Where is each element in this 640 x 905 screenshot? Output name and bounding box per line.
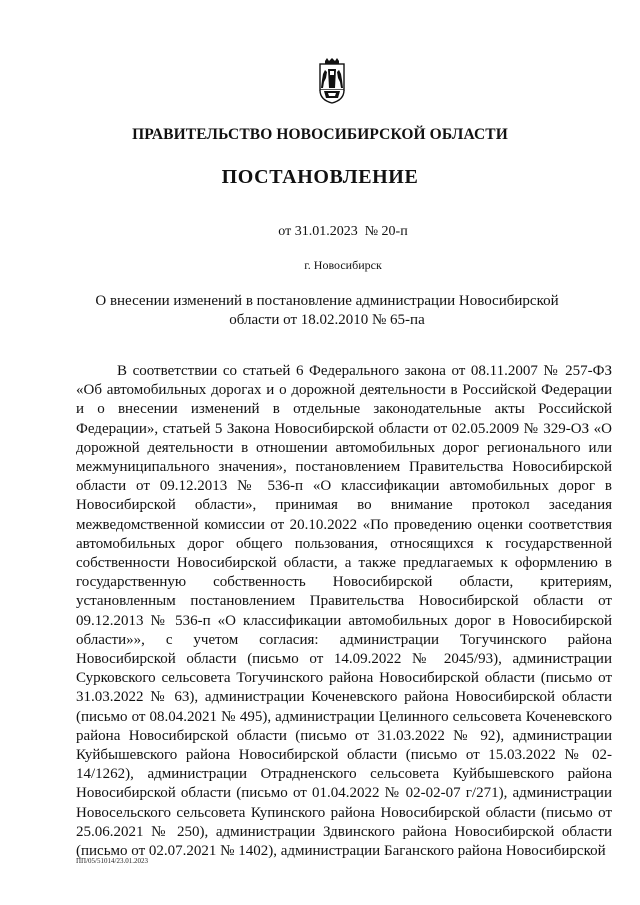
document-title: ПОСТАНОВЛЕНИЕ <box>221 166 419 188</box>
coat-of-arms-emblem <box>314 58 350 104</box>
body-paragraph: В соответствии со статьей 6 Федерального закона от 08.11.2007 № 257-ФЗ «Об автомобильных дорогах и о дорожной деятельности в Российской Федерации и о внесении изменений в отдельные законодательные акты Российской Федерации», статьей 5 Закона Новосибирской области от 02.05.2009 № 329-ОЗ «О дорожной деятельности в отношении автомобильных дорог регионального или межмуниципального значения», постановлением Правительства Новосибирской области от 09.12.2013 № 536-п «О классификации автомобильных дорог в Новосибирской области», принимая во внимание протокол заседания межведомственной комиссии от 20.10.2022 «По проведению оценки соответствия автомобильных дорог общего пользования, относящихся к государственной собственности Новосибирской области, а также предлагаемых к оформлению в государственную собственность Новосибирской области, критериям, установленным постановлением Правительства Новосибирской области от 09.12.2013 № 536-п «О классификации автомобильных дорог в Новосибирской области»», с учетом согласия: администрации Тогучинского района Новосибирской области (письмо от 14.09.2022 № 2045/93), администрации Сурковского сельсовета Тогучинского района Новосибирской области (письмо от 31.03.2022 № 63), администрации Коченевского района Новосибирской области (письмо от 08.04.2021 № 495), администрации Целинного сельсовета Коченевского района Новосибирской области (письмо от 31.03.2022 № 92), администрации Куйбышевского района Новосибирской области (письмо от 15.03.2022 № 02-14/1262), администрации Отрадненского сельсовета Куйбышевского района Новосибирской области (письмо от 01.04.2022 № 02-02-07 г/271), администрации Новосельского сельсовета Купинского района Новосибирской области (письмо от 25.06.2021 № 250), администрации Здвинского района Новосибирской области (письмо от 02.07.2021 № 1402), администрации Баганского района Новосибирской <box>76 363 612 860</box>
date-number-line: от 31.01.2023 № 20-п <box>278 224 408 239</box>
city-line: г. Новосибирск <box>304 258 382 272</box>
subject-heading: О внесении изменений в постановление администрации Новосибирской области от 18.02.2010 № 65-па <box>95 293 559 328</box>
novosibirsk-coat-of-arms-icon <box>314 58 350 104</box>
footer-code: ПП/05/51014/23.01.2023 <box>76 857 148 865</box>
government-name-heading: ПРАВИТЕЛЬСТВО НОВОСИБИРСКОЙ ОБЛАСТИ <box>132 126 508 143</box>
